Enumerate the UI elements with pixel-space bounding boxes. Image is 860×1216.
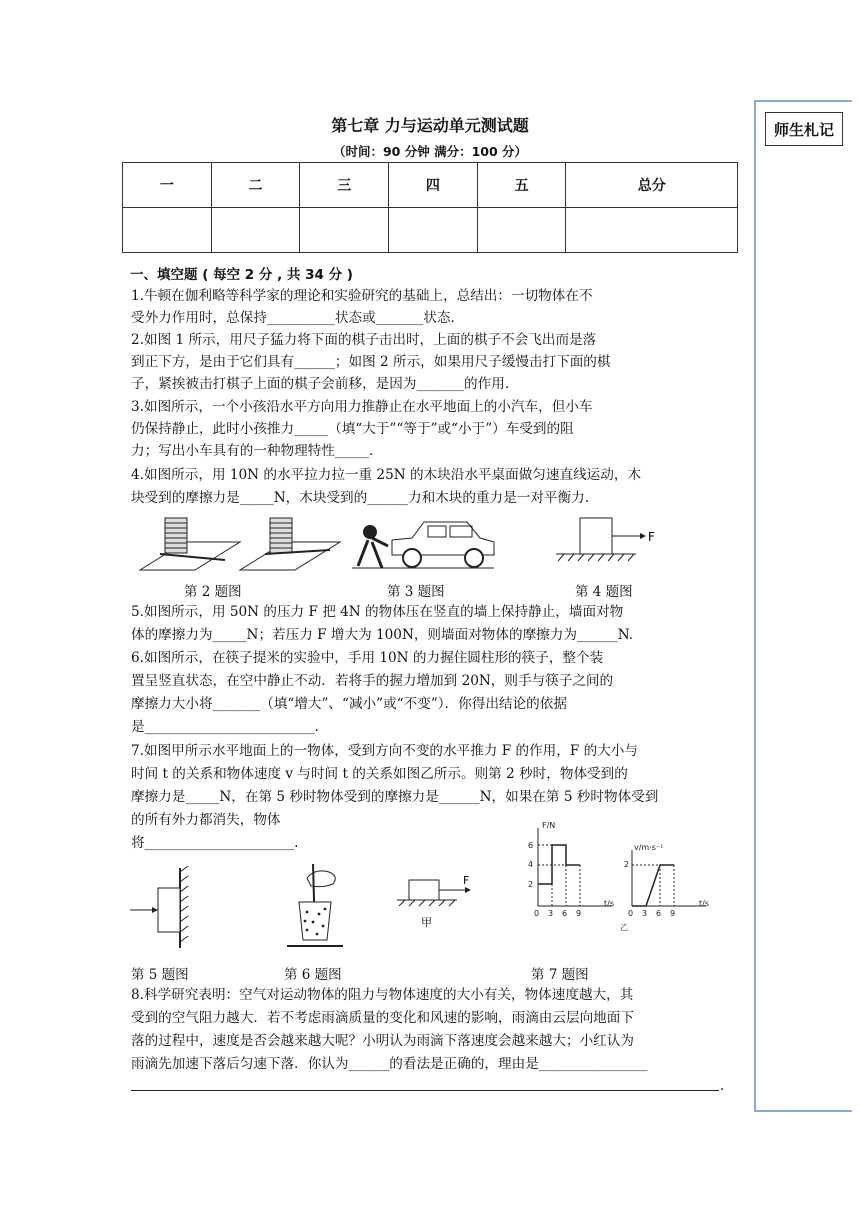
score-cell <box>477 208 566 253</box>
tick-label: 6 <box>656 909 662 918</box>
question-line: 1.牛顿在伽利略等科学家的理论和实验研究的基础上，总结出：一切物体在不 <box>131 288 593 304</box>
page-subtitle: （时间：90 分钟 满分：100 分） <box>332 144 528 159</box>
question-line: 3.如图所示，一个小孩沿水平方向用力推静止在水平地面上的小汽车，但小车 <box>131 399 593 415</box>
tick-label: 9 <box>576 909 582 918</box>
wall-block-figure <box>128 866 198 952</box>
car-push-figure <box>352 510 497 576</box>
score-cell <box>389 208 478 253</box>
score-header: 五 <box>477 163 566 208</box>
score-table <box>122 162 738 253</box>
end-period: . <box>720 1078 725 1094</box>
question-line: 摩擦力是_____N，在第 5 秒时物体受到的摩擦力是______N，如果在第 5 秒时物体受到 <box>131 789 659 805</box>
question-line: 将______________________. <box>131 835 299 851</box>
fig-jia-label: 甲 <box>421 916 432 929</box>
question-line: 的所有外力都消失，物体 <box>131 812 281 828</box>
chopstick-rice-figure <box>285 864 345 954</box>
tick-label: 3 <box>642 909 648 918</box>
figure-caption: 第 6 题图 <box>284 967 342 983</box>
figure-caption: 第 5 题图 <box>131 967 189 983</box>
score-header: 一 <box>123 163 212 208</box>
question-line: 落的过程中，速度是否会越来越大呢？小明认为雨滴下落速度会越来越大；小红认为 <box>131 1033 634 1049</box>
tick-label: 4 <box>528 860 534 869</box>
axis-label-v: v/m·s⁻¹ <box>634 843 664 852</box>
tick-label: 2 <box>624 860 630 869</box>
answer-blank-line <box>131 1090 719 1091</box>
question-line: 子，紧挨被击打棋子上面的棋子会前移，是因为_______的作用. <box>131 376 510 392</box>
score-header: 总分 <box>566 163 738 208</box>
push-block-figure <box>395 872 485 934</box>
question-line: 到正下方，是由于它们具有______；如图 2 所示，如果用尺子缓慢击打下面的棋 <box>131 354 611 370</box>
question-line: 雨滴先加速下落后匀速下落．你认为______的看法是正确的，理由是________________ <box>131 1056 648 1072</box>
figure-caption: 第 2 题图 <box>184 584 242 600</box>
question-line: 6.如图所示，在筷子提米的实验中，手用 10N 的力握住圆柱形的筷子，整个装 <box>131 650 604 666</box>
force-label: F <box>463 874 470 887</box>
block-pull-figure <box>556 514 666 566</box>
tick-label: 9 <box>670 909 676 918</box>
side-notes-label: 师生札记 <box>765 112 843 146</box>
question-line: 仍保持静止，此时小孩推力_____（填“大于”“等于”或“小于”）车受到的阻 <box>131 421 574 437</box>
axis-label-fn: F/N <box>542 821 556 830</box>
page-title: 第七章 力与运动单元测试题 <box>331 116 529 135</box>
question-line: 时间 t 的关系和物体速度 v 与时间 t 的关系如图乙所示。则第 2 秒时，物体受到的 <box>131 766 628 782</box>
question-line: 块受到的摩擦力是_____N，木块受到的______力和木块的重力是一对平衡力. <box>131 490 590 506</box>
axis-label-t: t/s <box>699 899 709 908</box>
question-line: 受到的空气阻力越大．若不考虑雨滴质量的变化和风速的影响，雨滴由云层向地面下 <box>131 1010 634 1026</box>
question-line: 7.如图甲所示水平地面上的一物体，受到方向不变的水平推力 F 的作用，F 的大小与 <box>131 743 638 759</box>
score-header: 三 <box>300 163 389 208</box>
score-cell <box>300 208 389 253</box>
question-line: 5.如图所示，用 50N 的压力 F 把 4N 的物体压在竖直的墙上保持静止，墙面对物 <box>131 604 624 620</box>
side-notes-panel <box>754 100 852 1112</box>
question-line: 4.如图所示，用 10N 的水平拉力拉一重 25N 的木块沿水平桌面做匀速直线运动，木 <box>131 467 642 483</box>
chess-stack-figure <box>135 510 345 576</box>
question-line: 是_________________________. <box>131 719 319 735</box>
figure-caption: 第 3 题图 <box>387 584 445 600</box>
tick-label: 3 <box>548 909 554 918</box>
score-header: 四 <box>389 163 478 208</box>
score-cell <box>566 208 738 253</box>
force-label: F <box>648 530 655 544</box>
question-line: 力；写出小车具有的一种物理特性_____. <box>131 443 374 459</box>
question-line: 体的摩擦力为_____N；若压力 F 增大为 100N，则墙面对物体的摩擦力为______N. <box>131 627 634 643</box>
tick-label: 0 <box>628 909 634 918</box>
tick-label: 2 <box>528 880 534 889</box>
figure-caption: 第 4 题图 <box>575 584 633 600</box>
fig-yi-label: 乙 <box>620 923 628 932</box>
question-line: 2.如图 1 所示，用尺子猛力将下面的棋子击出时，上面的棋子不会飞出而是落 <box>131 332 597 348</box>
question-line: 置呈竖直状态，在空中静止不动．若将手的握力增加到 20N，则手与筷子之间的 <box>131 673 614 689</box>
section-heading: 一、填空题 ( 每空 2 分 , 共 34 分 ) <box>130 267 353 283</box>
question-line: 8.科学研究表明：空气对运动物体的阻力与物体速度的大小有关，物体速度越大，其 <box>131 987 634 1003</box>
question-line: 受外力作用时，总保持__________状态或_______状态. <box>131 310 455 326</box>
score-cell <box>123 208 212 253</box>
score-cell <box>211 208 300 253</box>
tick-label: 6 <box>528 841 534 850</box>
ft-vt-graph <box>516 820 716 932</box>
tick-label: 6 <box>562 909 568 918</box>
figure-caption: 第 7 题图 <box>531 967 589 983</box>
score-header: 二 <box>211 163 300 208</box>
axis-label-t: t/s <box>604 899 614 908</box>
tick-label: 0 <box>534 909 540 918</box>
question-line: 摩擦力大小将_______（填“增大”、“减小”或“不变”）．你得出结论的依据 <box>131 696 567 712</box>
